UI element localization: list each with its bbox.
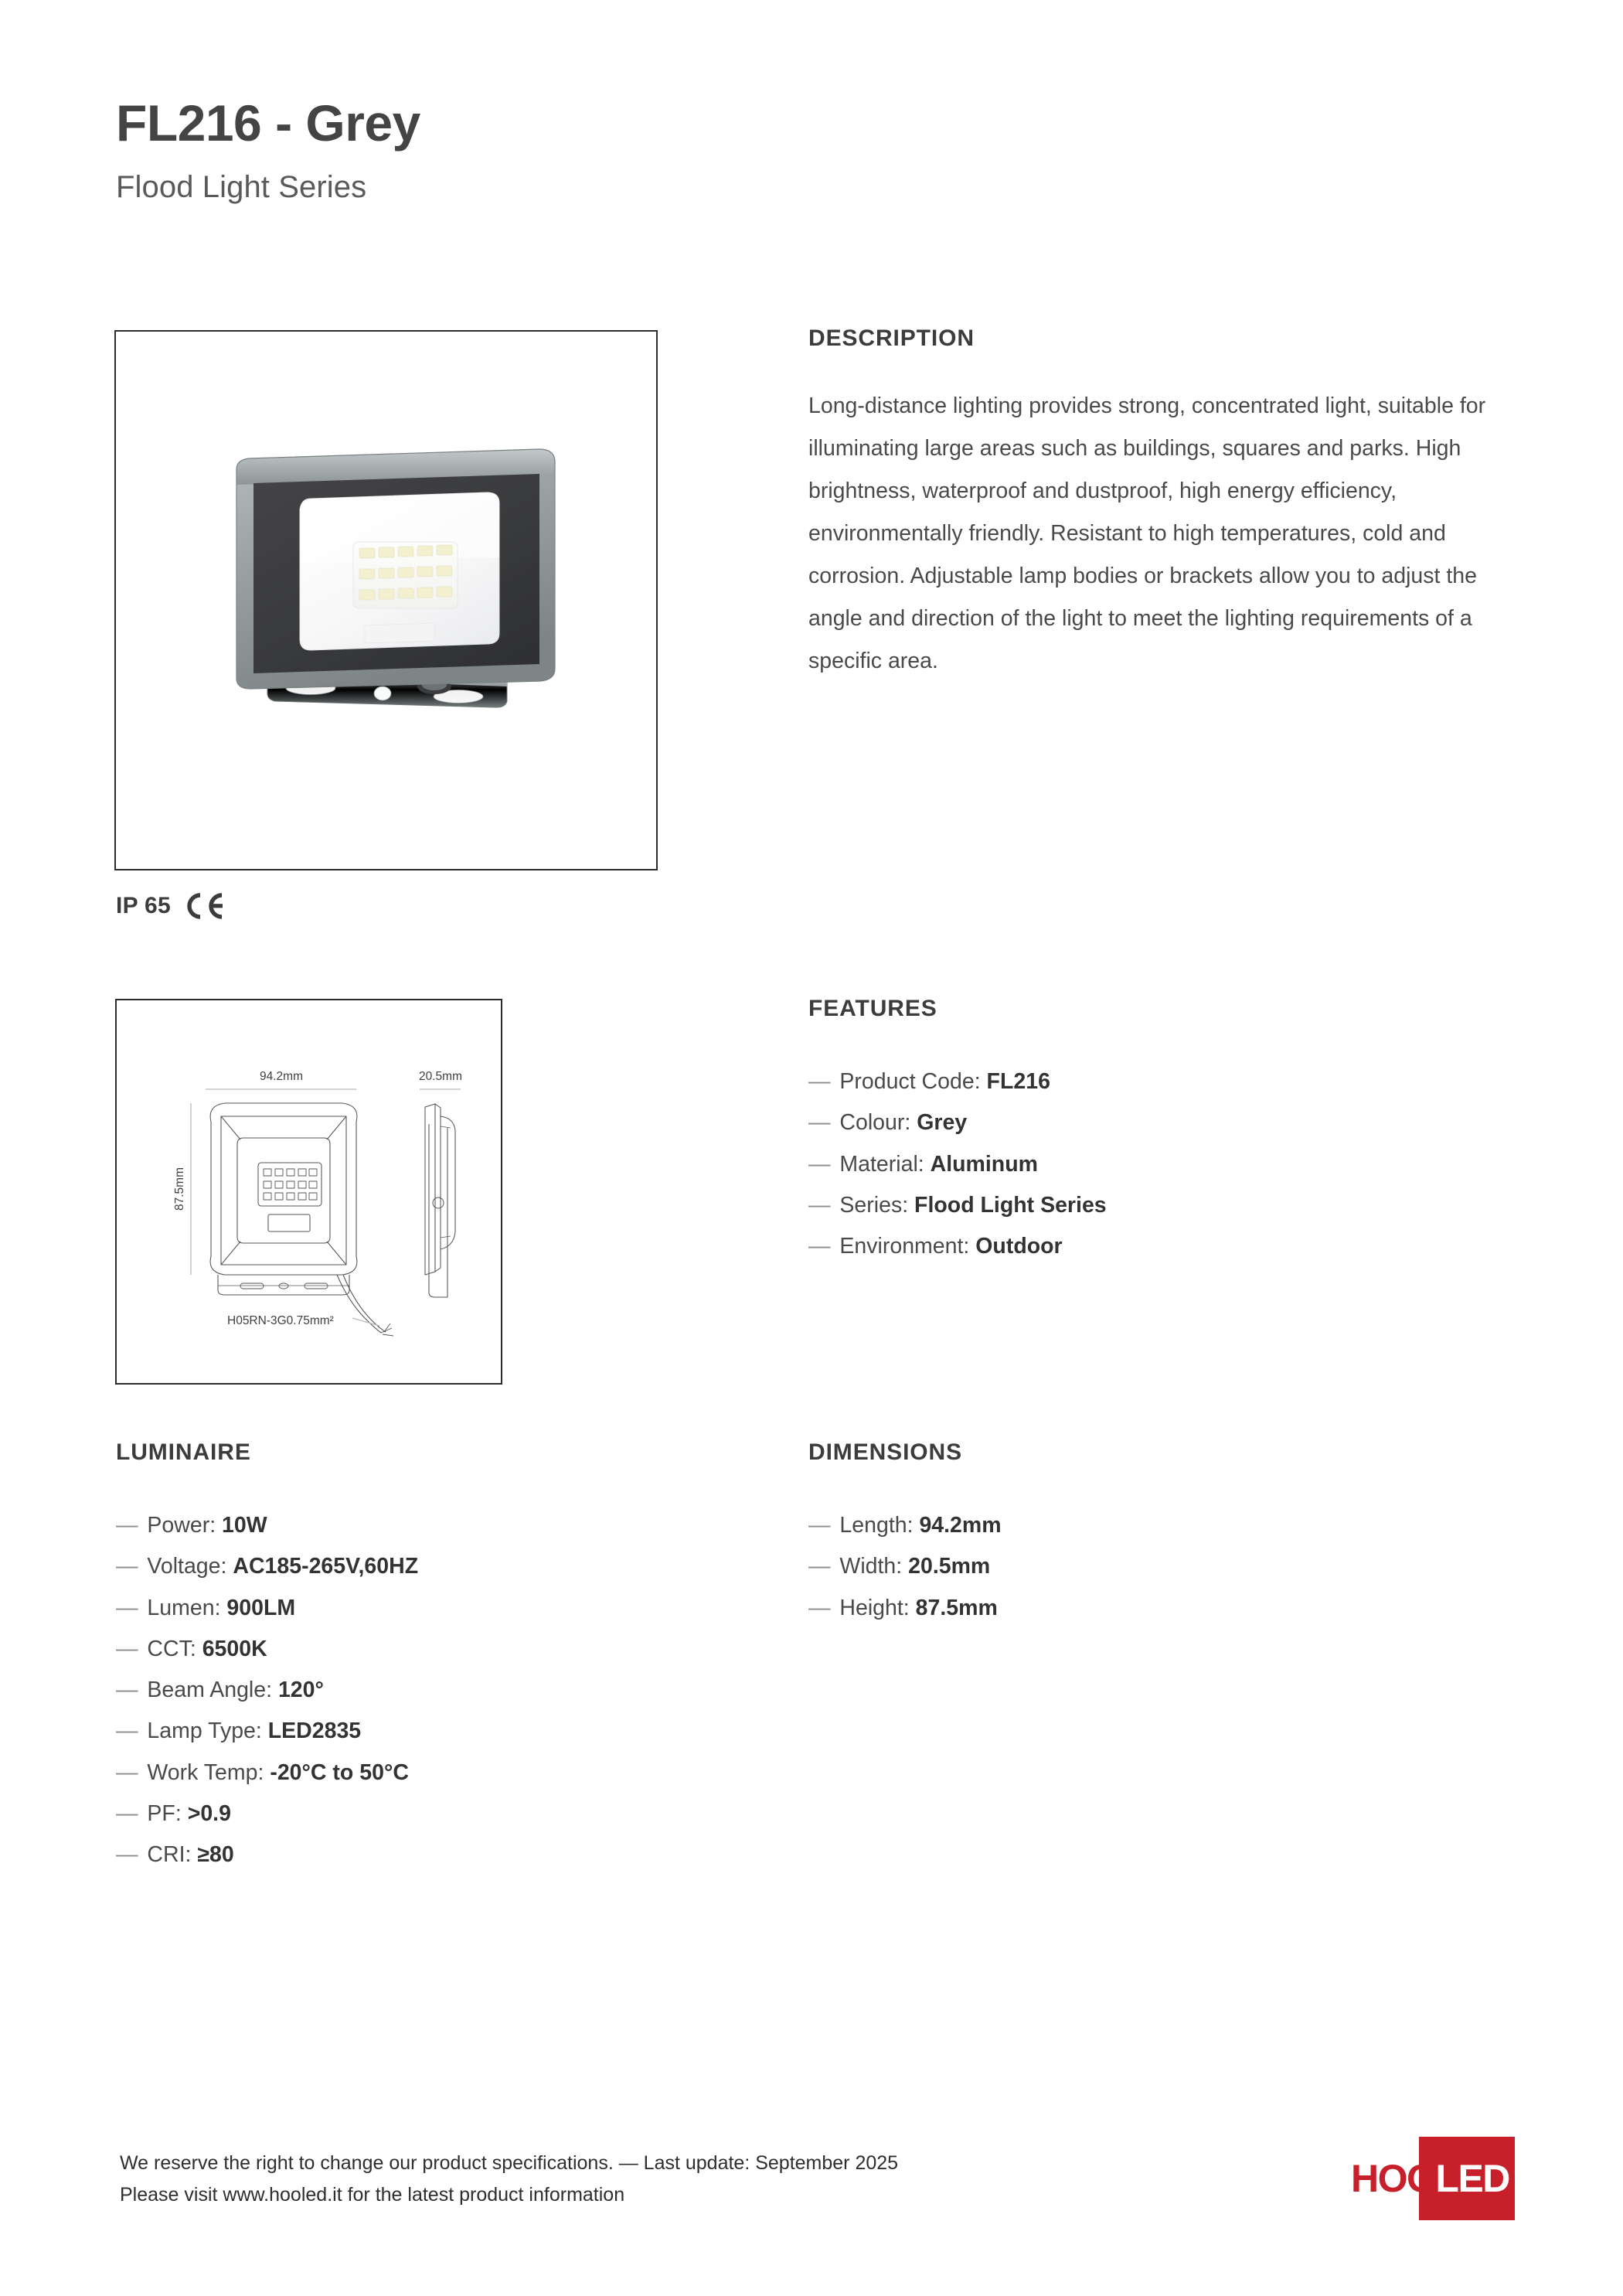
list-item bbox=[808, 1185, 1504, 1226]
spec-value: 120° bbox=[277, 1678, 324, 1703]
dimensions-section bbox=[808, 1439, 1427, 1629]
bullet-dash: — bbox=[116, 1800, 138, 1826]
description-body: Long-distance lighting provides strong, concentrated light, suitable for illuminating large areas such as buildings, squares and parks. High brightness, waterproof and dustproof, high energy efficiency, environmentally friendly. Resistant to high temperatures, cold and corrosion. Adjustable lamp bodies or brackets allow you to adjust the angle and direction of the light to meet the lighting requirements of a specific area. bbox=[808, 393, 1486, 673]
spec-label: Series: bbox=[839, 1192, 909, 1218]
bullet-dash: — bbox=[808, 1069, 831, 1094]
product-photo bbox=[116, 332, 658, 870]
bullet-dash: — bbox=[116, 1513, 138, 1538]
spec-value: 20.5mm bbox=[908, 1554, 991, 1579]
technical-drawing-box bbox=[115, 999, 502, 1385]
spec-label: Material: bbox=[839, 1151, 924, 1177]
dimensions-title: DIMENSIONS bbox=[808, 1439, 963, 1465]
hooled-logo bbox=[1351, 2137, 1515, 2220]
ce-mark-icon bbox=[182, 891, 226, 921]
spec-label: Length: bbox=[839, 1513, 914, 1538]
spec-value: 900LM bbox=[226, 1595, 296, 1620]
list-item bbox=[116, 1546, 734, 1587]
spec-label: Height: bbox=[839, 1595, 910, 1620]
list-item bbox=[116, 1505, 734, 1546]
bullet-dash: — bbox=[808, 1192, 831, 1218]
bullet-dash: — bbox=[808, 1110, 831, 1136]
spec-value: ≥80 bbox=[197, 1842, 234, 1868]
features-section bbox=[808, 996, 1504, 1267]
certification-row bbox=[116, 891, 226, 921]
drawing-width-label: 94.2mm bbox=[260, 1070, 303, 1083]
page-title: FL216 - Grey bbox=[116, 94, 420, 152]
luminaire-section bbox=[116, 1439, 734, 1876]
bullet-dash: — bbox=[116, 1759, 138, 1785]
spec-value: 6500K bbox=[202, 1636, 267, 1661]
lens-recess bbox=[365, 623, 434, 643]
luminaire-title: LUMINAIRE bbox=[116, 1439, 251, 1465]
list-item bbox=[116, 1794, 734, 1834]
list-item bbox=[808, 1144, 1504, 1185]
drawing-depth-label: 20.5mm bbox=[419, 1070, 462, 1083]
list-item bbox=[116, 1588, 734, 1629]
dimensions-list bbox=[808, 1505, 1427, 1629]
spec-label: Environment: bbox=[839, 1234, 970, 1259]
product-series-subtitle: Flood Light Series bbox=[116, 170, 367, 205]
footer-disclaimer-line2: Please visit www.hooled.it for the latest product information bbox=[120, 2183, 625, 2206]
bullet-dash: — bbox=[116, 1636, 138, 1661]
spec-value: >0.9 bbox=[187, 1800, 231, 1826]
bullet-dash: — bbox=[116, 1595, 138, 1620]
list-item bbox=[116, 1670, 734, 1711]
spec-label: Lumen: bbox=[147, 1595, 221, 1620]
logo-text-led: LED bbox=[1435, 2157, 1509, 2200]
bullet-dash: — bbox=[808, 1151, 831, 1177]
spec-label: Width: bbox=[839, 1554, 903, 1579]
bullet-dash: — bbox=[116, 1842, 138, 1868]
bullet-dash: — bbox=[116, 1678, 138, 1703]
spec-value: 10W bbox=[222, 1513, 267, 1538]
spec-label: Product Code: bbox=[839, 1069, 981, 1094]
spec-label: Lamp Type: bbox=[147, 1719, 262, 1744]
led-array bbox=[353, 542, 458, 608]
bullet-dash: — bbox=[808, 1513, 831, 1538]
spec-value: LED2835 bbox=[267, 1719, 362, 1744]
list-item bbox=[116, 1753, 734, 1794]
list-item bbox=[808, 1226, 1504, 1267]
logo-text-hoo: HOO bbox=[1351, 2157, 1436, 2200]
logo-wordmark bbox=[1351, 2158, 1515, 2199]
bullet-dash: — bbox=[808, 1554, 831, 1579]
list-item bbox=[808, 1588, 1427, 1629]
bullet-dash: — bbox=[808, 1595, 831, 1620]
list-item bbox=[808, 1061, 1504, 1102]
bullet-dash: — bbox=[808, 1234, 831, 1259]
footer bbox=[120, 2148, 1279, 2210]
spec-label: Work Temp: bbox=[147, 1759, 264, 1785]
page-header bbox=[116, 94, 1275, 205]
spec-label: Colour: bbox=[839, 1110, 911, 1136]
list-item bbox=[808, 1546, 1427, 1587]
features-list bbox=[808, 1061, 1504, 1267]
list-item bbox=[808, 1505, 1427, 1546]
bullet-dash: — bbox=[116, 1554, 138, 1579]
spec-value: Flood Light Series bbox=[914, 1192, 1107, 1218]
spec-value: Outdoor bbox=[975, 1234, 1063, 1259]
spec-value: AC185-265V,60HZ bbox=[233, 1554, 419, 1579]
spec-value: Aluminum bbox=[930, 1151, 1038, 1177]
spec-label: Power: bbox=[147, 1513, 216, 1538]
luminaire-list bbox=[116, 1505, 734, 1876]
spec-value: 87.5mm bbox=[915, 1595, 998, 1620]
spec-label: CCT: bbox=[147, 1636, 196, 1661]
drawing-cable-label: H05RN-3G0.75mm² bbox=[227, 1314, 334, 1327]
product-photo-box bbox=[114, 330, 658, 870]
spec-label: Beam Angle: bbox=[147, 1678, 273, 1703]
ip-rating-label: IP 65 bbox=[116, 893, 172, 918]
description-section bbox=[808, 325, 1535, 705]
technical-drawing bbox=[117, 1000, 502, 1385]
list-item bbox=[116, 1711, 734, 1752]
spec-value: FL216 bbox=[986, 1069, 1050, 1094]
footer-disclaimer-line1: We reserve the right to change our product specifications. — Last update: September 2025 bbox=[120, 2152, 899, 2174]
description-title: DESCRIPTION bbox=[808, 325, 975, 351]
spec-label: Voltage: bbox=[147, 1554, 227, 1579]
spec-value: 94.2mm bbox=[919, 1513, 1002, 1538]
spec-label: PF: bbox=[147, 1800, 182, 1826]
bullet-dash: — bbox=[116, 1719, 138, 1744]
features-title: FEATURES bbox=[808, 996, 937, 1021]
spec-value: Grey bbox=[917, 1110, 968, 1136]
drawing-height-label: 87.5mm bbox=[173, 1167, 186, 1211]
list-item bbox=[116, 1629, 734, 1670]
spec-label: CRI: bbox=[147, 1842, 192, 1868]
spec-value: -20°C to 50°C bbox=[270, 1759, 409, 1785]
list-item bbox=[808, 1102, 1504, 1143]
list-item bbox=[116, 1834, 734, 1875]
